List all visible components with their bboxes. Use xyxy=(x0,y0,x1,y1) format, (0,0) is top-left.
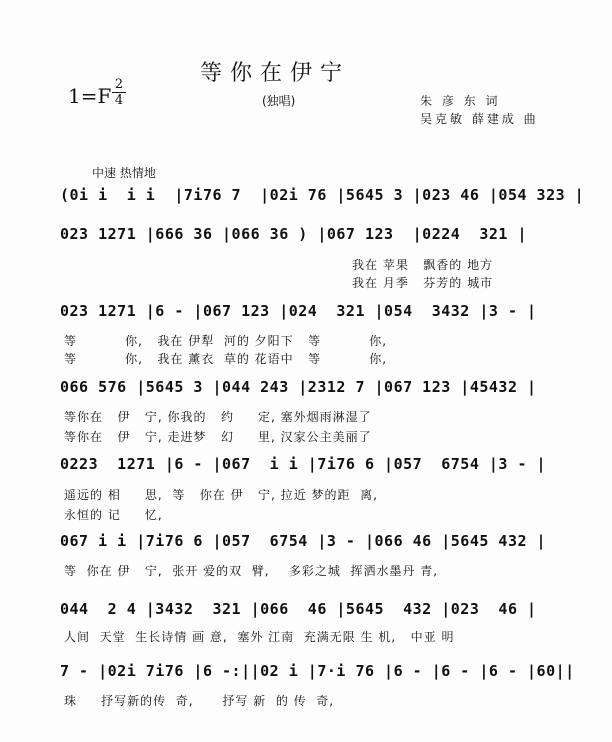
score-row: 067 i i |7i76 6 |057 6754 |3 - |066 46 |5645 432 | xyxy=(60,532,547,550)
meter-bottom: 4 xyxy=(114,93,124,108)
lyric-line: 等你在 伊 宁, 你我的 约 定, 塞外烟雨淋湿了 xyxy=(64,410,372,424)
song-subtitle: (独唱) xyxy=(262,94,296,108)
score-row: 0223 1271 |6 - |067 i i |7i76 6 |057 6754 |3 - | xyxy=(60,455,547,473)
meter-top: 2 xyxy=(114,77,124,92)
score-row: 7 - |02i 7i76 |6 -:||02 i |7·i 76 |6 - |6 - |6 - |60|| xyxy=(60,662,575,680)
score-row: 023 1271 |6 - |067 123 |024 321 |054 3432 |3 - | xyxy=(60,302,537,320)
score-row: (0i i i i |7i76 7 |02i 76 |5645 3 |023 46 |054 323 | xyxy=(60,186,585,204)
lyric-line: 等你在 伊 宁, 走进梦 幻 里, 汉家公主美丽了 xyxy=(64,430,372,444)
lyricist-credit: 朱 彦 东 词 xyxy=(420,94,501,108)
composer-credit: 吴克敏 薛建成 曲 xyxy=(420,112,539,126)
score-row: 044 2 4 |3432 321 |066 46 |5645 432 |023 46 | xyxy=(60,600,537,618)
lyric-line: 我在 月季 芬芳的 城市 xyxy=(352,276,494,290)
lyric-line: 遥远的 相 思, 等 你在 伊 宁, 拉近 梦的距 离, xyxy=(64,488,378,502)
lyric-line: 等 你, 我在 伊犁 河的 夕阳下 等 你, xyxy=(64,334,388,348)
lyric-line: 珠 抒写新的传 奇, 抒写 新 的 传 奇, xyxy=(64,694,335,708)
lyric-line: 永恒的 记 忆, xyxy=(64,508,163,522)
song-title: 等你在伊宁 xyxy=(200,61,351,86)
lyric-line: 人间 天堂 生长诗情 画 意, 塞外 江南 充满无限 生 机, 中亚 明 xyxy=(64,630,455,644)
tempo-marking: 中速 热情地 xyxy=(92,166,156,180)
lyric-line: 等 你在 伊 宁, 张开 爱的双 臂, 多彩之城 挥洒水墨丹 青, xyxy=(64,564,439,578)
lyric-line: 我在 苹果 飘香的 地方 xyxy=(352,258,494,272)
lyric-line: 等 你, 我在 薰衣 草的 花语中 等 你, xyxy=(64,352,388,366)
score-row: 023 1271 |666 36 |066 36 ) |067 123 |0224 321 | xyxy=(60,225,528,243)
time-signature xyxy=(112,78,126,107)
score-row: 066 576 |5645 3 |044 243 |2312 7 |067 123 |45432 | xyxy=(60,378,537,396)
key-signature: 1=F xyxy=(68,84,112,108)
